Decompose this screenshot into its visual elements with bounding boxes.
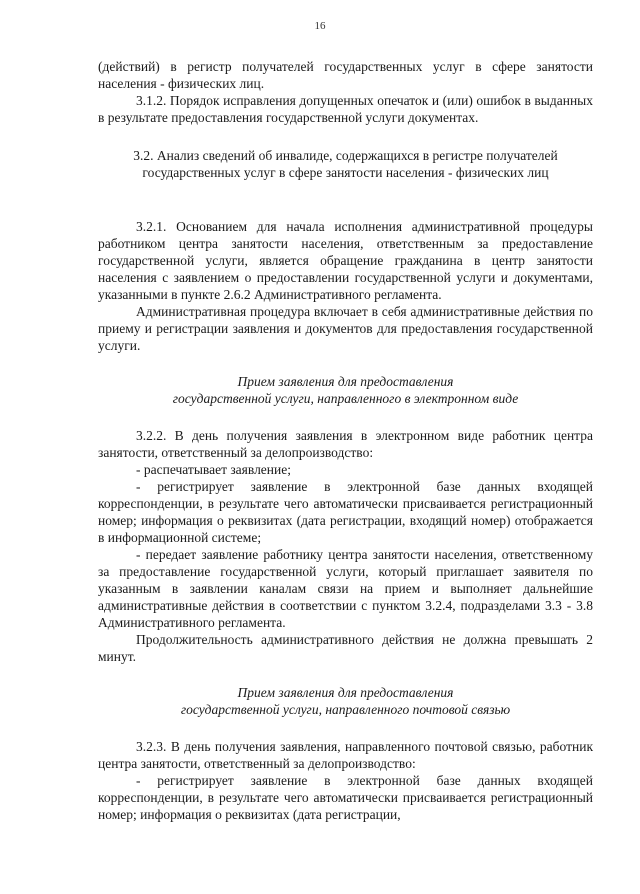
subheading-post-line-2: государственной услуги, направленного почтовой связью xyxy=(180,702,511,717)
section-heading-3-2: 3.2. Анализ сведений об инвалиде, содержащихся в регистре получателей государственных услуг в сфере занятости населения - физических лиц xyxy=(133,148,558,180)
paragraph-3-2-2: 3.2.2. В день получения заявления в электронном виде работник центра занятости, ответственный за делопроизводство: xyxy=(98,428,593,460)
list-item-register-post: - регистрирует заявление в электронной базе данных входящей корреспонденции, в результате чего автоматически присваивается регистрационный номер; информация о реквизитах (дата регистрации, xyxy=(98,773,593,822)
list-item-register: - регистрирует заявление в электронной базе данных входящей корреспонденции, в результате чего автоматически присваивается регистрационный номер; информация о реквизитах (дата регистрации, входящий номер) отображается в информационной системе; xyxy=(98,479,593,545)
subheading-electronic xyxy=(98,373,593,407)
paragraph-duration: Продолжительность административного действия не должна превышать 2 минут. xyxy=(98,632,593,664)
list-item-print: - распечатывает заявление; xyxy=(136,462,291,477)
page-content xyxy=(98,58,593,823)
paragraph-continuation: (действий) в регистр получателей государственных услуг в сфере занятости населения - физических лиц. xyxy=(98,59,593,91)
subheading-electronic-line-2: государственной услуги, направленного в электронном виде xyxy=(172,391,519,406)
subheading-post xyxy=(98,684,593,718)
list-item-transfer: - передает заявление работнику центра занятости населения, ответственному за предоставление государственной услуги, который приглашает заявителя по указанным в заявлении каналам связи на прием и выполняет дальнейшие административные действия в соответствии с пунктом 3.2.4, подразделами 3.3 - 3.8 Административного регламента. xyxy=(98,547,593,630)
page-number: 16 xyxy=(314,20,326,32)
paragraph-3-2-1: 3.2.1. Основанием для начала исполнения административной процедуры работником центра занятости населения, ответственным за предоставление государственной услуги, является обращение гражданина в центр занятости населения с заявлением о предоставлении государственной услуги и документами, указанными в пункте 2.6.2 Административного регламента. xyxy=(98,219,593,302)
subheading-post-line-1: Прием заявления для предоставления xyxy=(237,685,454,700)
subheading-electronic-line-1: Прием заявления для предоставления xyxy=(237,374,454,389)
paragraph-3-1-2: 3.1.2. Порядок исправления допущенных опечаток и (или) ошибок в выданных в результате предоставления государственной услуги документах. xyxy=(98,93,593,125)
paragraph-3-2-3: 3.2.3. В день получения заявления, направленного почтовой связью, работник центра занятости, ответственный за делопроизводство: xyxy=(98,739,593,771)
paragraph-admin-procedure: Административная процедура включает в себя административные действия по приему и регистрации заявления и документов для предоставления государственной услуги. xyxy=(98,304,593,353)
